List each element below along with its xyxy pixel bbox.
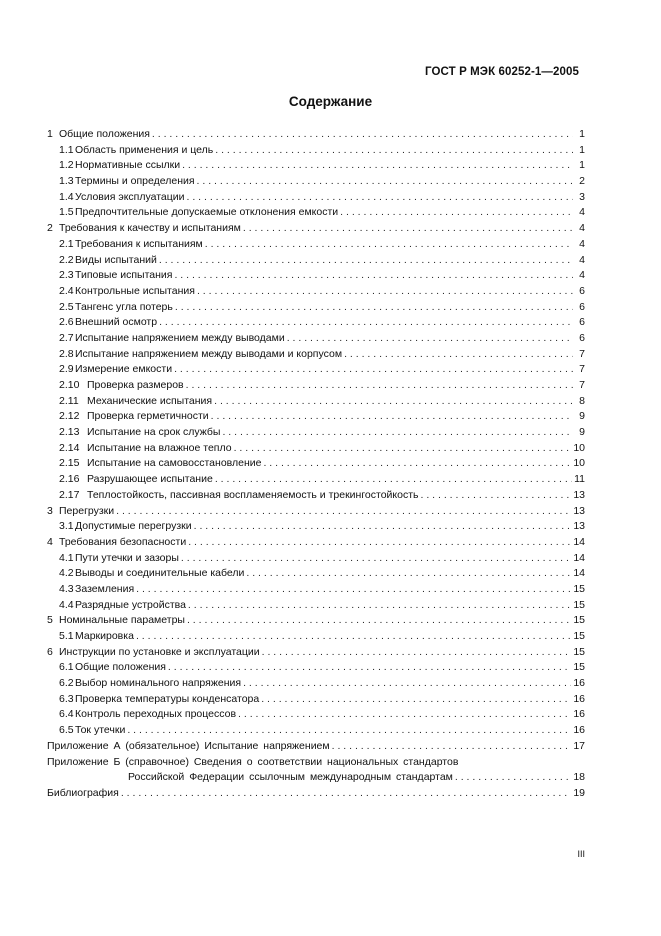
toc-entry-title: Проверка температуры конденсатора	[75, 692, 260, 705]
toc-entry-number: 4.1	[59, 551, 74, 564]
toc-entry	[47, 127, 585, 143]
toc-entry	[47, 692, 585, 708]
toc-entry-page: 4	[579, 253, 585, 266]
toc-leader-dots	[340, 205, 573, 221]
toc-entry	[47, 425, 585, 441]
toc-appendix-page: 18	[573, 771, 585, 784]
toc-leader-dots	[188, 598, 571, 614]
toc-entry-text	[59, 441, 232, 457]
toc-appendix-entry	[47, 786, 585, 802]
toc-entry-text	[59, 519, 192, 535]
toc-entry-title: Контроль переходных процессов	[75, 708, 237, 721]
toc-entry-text	[59, 394, 212, 410]
toc-entry-number: 2.17	[59, 488, 80, 501]
toc-entry-page: 16	[573, 677, 585, 690]
toc-entry-title: Внешний осмотр	[75, 316, 158, 329]
toc-entry-text	[59, 598, 186, 614]
toc-entry-text	[59, 205, 338, 221]
toc-entry-page: 4	[579, 222, 585, 235]
toc-entry-title: Требования к качеству и испытаниям	[59, 222, 241, 235]
toc-entry-title: Механические испытания	[87, 394, 213, 407]
toc-entry-page: 3	[579, 190, 585, 203]
toc-entry-number: 5	[47, 614, 53, 627]
toc-leader-dots	[421, 488, 572, 504]
toc-leader-dots	[246, 566, 571, 582]
toc-entry-page: 13	[573, 504, 585, 517]
toc-entry	[47, 268, 585, 284]
toc-entry-number: 4	[47, 535, 53, 548]
toc-appendix-continuation	[47, 770, 585, 786]
toc-entry-page: 16	[573, 724, 585, 737]
toc-entry-page: 2	[579, 175, 585, 188]
toc-entry-page: 13	[573, 488, 585, 501]
toc-entry-title: Испытание напряжением между выводами и корпусом	[75, 347, 343, 360]
toc-entry-title: Разрядные устройства	[75, 598, 186, 611]
toc-entry-page: 10	[573, 457, 585, 470]
toc-entry	[47, 676, 585, 692]
toc-entry-title: Проверка герметичности	[87, 410, 209, 423]
toc-leader-dots	[263, 456, 571, 472]
toc-entry	[47, 143, 585, 159]
toc-entry	[47, 456, 585, 472]
toc-entry-text	[59, 253, 157, 269]
toc-appendix-title-cont: Российской Федерации ссылочным международным стандартам	[128, 771, 453, 784]
toc-entry	[47, 629, 585, 645]
toc-entry-page: 16	[573, 692, 585, 705]
toc-leader-dots	[121, 786, 571, 802]
toc-leader-dots	[214, 394, 573, 410]
toc-entry-number: 2.5	[59, 300, 74, 313]
toc-entry-text	[59, 676, 241, 692]
toc-entry-text	[47, 535, 186, 551]
toc-entry-page: 16	[573, 708, 585, 721]
toc-entry-text	[47, 127, 150, 143]
toc-leader-dots	[174, 268, 573, 284]
toc-leader-dots	[136, 582, 571, 598]
toc-appendix-page: 17	[573, 739, 585, 752]
toc-leader-dots	[222, 425, 573, 441]
toc-entry-text	[59, 707, 236, 723]
toc-entry-page: 10	[573, 441, 585, 454]
toc-entry-page: 14	[573, 567, 585, 580]
toc-entry-text	[59, 268, 172, 284]
toc-entry-page: 13	[573, 520, 585, 533]
toc-entry-page: 4	[579, 206, 585, 219]
toc-entry-text	[47, 645, 260, 661]
toc-entry-page: 9	[579, 410, 585, 423]
toc-leader-dots	[234, 441, 572, 457]
document-standard-header: ГОСТ Р МЭК 60252-1—2005	[425, 66, 579, 78]
toc-entry-page: 15	[573, 630, 585, 642]
toc-entry-number: 2.6	[59, 316, 74, 329]
toc-entry-page: 1	[579, 143, 585, 156]
toc-entry-title: Общие положения	[75, 661, 166, 674]
toc-entry-text	[59, 347, 342, 363]
toc-leader-dots	[188, 535, 571, 551]
toc-entry-page: 6	[579, 284, 585, 297]
toc-entry	[47, 441, 585, 457]
toc-entry-page: 1	[579, 128, 585, 140]
toc-entry-page: 15	[573, 661, 585, 674]
toc-entry-title: Пути утечки и зазоры	[75, 551, 179, 564]
toc-leader-dots	[455, 770, 571, 786]
toc-entry-title: Испытание на срок службы	[87, 426, 221, 439]
toc-entry-title: Разрушающее испытание	[87, 473, 213, 486]
toc-entry-text	[59, 660, 166, 676]
toc-leader-dots	[168, 660, 571, 676]
toc-entry	[47, 174, 585, 190]
toc-entry-text	[59, 378, 184, 394]
toc-leader-dots	[174, 362, 573, 378]
toc-leader-dots	[261, 692, 571, 708]
toc-entry-text	[59, 190, 185, 206]
toc-entry-title: Типовые испытания	[75, 269, 173, 282]
toc-entry-title: Нормативные ссылки	[75, 159, 181, 172]
toc-entry-text	[59, 362, 172, 378]
toc-entry-title: Контрольные испытания	[75, 284, 195, 297]
toc-entry-number: 2.10	[59, 379, 80, 391]
toc-entry	[47, 221, 585, 237]
toc-entry-number: 1.4	[59, 190, 74, 203]
toc-leader-dots	[182, 158, 573, 174]
toc-leader-dots	[344, 347, 573, 363]
toc-entry-number: 1	[47, 128, 53, 140]
toc-entry	[47, 566, 585, 582]
page-title: Содержание	[288, 94, 373, 109]
toc-entry-text	[59, 692, 259, 708]
toc-entry-page: 7	[579, 347, 585, 360]
toc-entry-title: Область применения и цель	[75, 143, 214, 156]
toc-entry-title: Тангенс угла потерь	[75, 300, 173, 313]
toc-leader-dots	[205, 237, 573, 253]
toc-appendix-title: Приложение А (обязательное) Испытание напряжением	[47, 739, 330, 752]
toc-entry-title: Теплостойкость, пассивная воспламеняемость и трекингостойкость	[87, 488, 419, 501]
toc-entry-number: 1.1	[59, 143, 74, 156]
toc-entry	[47, 331, 585, 347]
toc-leader-dots	[197, 284, 573, 300]
toc-entry-page: 4	[579, 269, 585, 282]
toc-entry-page: 6	[579, 300, 585, 313]
toc-entry-title: Выводы и соединительные кабели	[75, 567, 245, 580]
toc-entry-text	[59, 566, 244, 582]
toc-entry-number: 2.16	[59, 473, 80, 486]
toc-entry	[47, 158, 585, 174]
toc-entry-title: Инструкции по установке и эксплуатации	[59, 645, 260, 658]
table-of-contents	[47, 127, 585, 802]
toc-entry-title: Испытание на самовосстановление	[87, 457, 262, 470]
toc-entry-title: Общие положения	[59, 128, 150, 140]
toc-entry-number: 2.9	[59, 363, 74, 376]
toc-entry-text	[59, 315, 157, 331]
toc-entry	[47, 362, 585, 378]
toc-entry	[47, 300, 585, 316]
toc-leader-dots	[287, 331, 573, 347]
toc-entry-page: 15	[573, 598, 585, 611]
toc-appendix-title: Библиография	[47, 786, 119, 799]
toc-entry-page: 14	[573, 551, 585, 564]
toc-entry	[47, 472, 585, 488]
page-number: III	[577, 849, 585, 859]
toc-entry-text	[59, 331, 285, 347]
toc-entry-number: 2.7	[59, 331, 74, 344]
toc-entry	[47, 284, 585, 300]
toc-appendix-entry	[47, 739, 585, 755]
toc-entry-page: 9	[579, 426, 585, 439]
toc-entry-number: 3	[47, 504, 53, 517]
toc-entry-text	[59, 723, 125, 739]
toc-entry-number: 4.4	[59, 598, 74, 611]
toc-appendix-entry	[47, 755, 585, 771]
toc-entry	[47, 598, 585, 614]
toc-entry	[47, 378, 585, 394]
toc-entry-text	[47, 613, 185, 629]
toc-entry-title: Перегрузки	[59, 504, 115, 517]
toc-entry	[47, 613, 585, 629]
toc-entry	[47, 582, 585, 598]
toc-entry-number: 3.1	[59, 520, 74, 533]
toc-entry-text	[47, 504, 114, 520]
toc-entry-page: 14	[573, 535, 585, 548]
toc-entry-number: 1.3	[59, 175, 74, 188]
toc-leader-dots	[187, 190, 574, 206]
toc-entry	[47, 645, 585, 661]
toc-entry-text	[59, 300, 173, 316]
toc-entry	[47, 660, 585, 676]
toc-entry-title: Испытание напряжением между выводами	[75, 331, 285, 344]
toc-entry-number: 2.1	[59, 237, 74, 250]
toc-entry-number: 2.8	[59, 347, 74, 360]
toc-entry-page: 11	[574, 473, 585, 486]
toc-entry-number: 6.1	[59, 661, 74, 674]
toc-leader-dots	[175, 300, 573, 316]
toc-entry-number: 5.1	[59, 630, 74, 642]
toc-entry-text	[59, 158, 180, 174]
toc-leader-dots	[332, 739, 572, 755]
toc-entry-page: 1	[579, 159, 585, 172]
toc-entry	[47, 190, 585, 206]
toc-entry-number: 4.3	[59, 582, 74, 595]
toc-entry-text	[59, 237, 203, 253]
toc-entry-page: 15	[573, 645, 585, 658]
toc-entry	[47, 237, 585, 253]
toc-entry-text	[59, 409, 209, 425]
toc-entry	[47, 315, 585, 331]
toc-leader-dots	[238, 707, 571, 723]
toc-leader-dots	[127, 723, 571, 739]
toc-entry-number: 6.4	[59, 708, 74, 721]
toc-entry-number: 2.14	[59, 441, 80, 454]
toc-leader-dots	[181, 551, 571, 567]
toc-entry-title: Требования к испытаниям	[75, 237, 203, 250]
toc-entry-number: 4.2	[59, 567, 74, 580]
toc-entry-page: 4	[579, 237, 585, 250]
toc-entry-title: Измерение емкости	[75, 363, 173, 376]
toc-entry-title: Предпочтительные допускаемые отклонения емкости	[75, 206, 339, 219]
toc-entry-title: Маркировка	[75, 630, 134, 642]
toc-entry	[47, 205, 585, 221]
toc-entry-title: Проверка размеров	[87, 379, 184, 391]
toc-leader-dots	[159, 315, 573, 331]
toc-entry	[47, 504, 585, 520]
toc-entry-title: Испытание на влажное тепло	[87, 441, 232, 454]
toc-entry-title: Допустимые перегрузки	[75, 520, 192, 533]
toc-entry-number: 2.11	[59, 394, 79, 407]
toc-entry-text	[47, 221, 241, 237]
toc-leader-dots	[262, 645, 572, 661]
toc-entry-page: 6	[579, 316, 585, 329]
toc-entry-text	[59, 472, 213, 488]
toc-leader-dots	[211, 409, 573, 425]
toc-entry	[47, 723, 585, 739]
toc-entry	[47, 535, 585, 551]
toc-leader-dots	[159, 253, 573, 269]
toc-entry	[47, 253, 585, 269]
toc-leader-dots	[243, 221, 573, 237]
toc-entry-number: 6.3	[59, 692, 74, 705]
toc-entry	[47, 519, 585, 535]
toc-entry-page: 6	[579, 331, 585, 344]
toc-entry-text	[59, 488, 419, 504]
toc-entry	[47, 707, 585, 723]
toc-entry-number: 1.2	[59, 159, 74, 172]
toc-entry-text	[59, 284, 195, 300]
toc-entry-title: Условия эксплуатации	[75, 190, 185, 203]
toc-entry-title: Требования безопасности	[59, 535, 187, 548]
toc-entry-number: 6.5	[59, 724, 74, 737]
toc-entry-number: 6	[47, 645, 53, 658]
toc-entry	[47, 409, 585, 425]
toc-appendix-page: 19	[573, 786, 585, 799]
toc-leader-dots	[116, 504, 571, 520]
toc-entry-number: 2.13	[59, 426, 80, 439]
toc-entry-text	[59, 174, 195, 190]
toc-entry-page: 15	[573, 614, 585, 627]
toc-entry-text	[59, 582, 134, 598]
toc-entry-number: 2.15	[59, 457, 80, 470]
toc-entry-number: 2.4	[59, 284, 74, 297]
toc-leader-dots	[152, 127, 573, 143]
toc-appendix-title: Приложение Б (справочное) Сведения о соответствии национальных стандартов	[47, 755, 459, 768]
toc-entry-title: Заземления	[75, 582, 135, 595]
toc-entry	[47, 488, 585, 504]
toc-entry-page: 7	[579, 379, 585, 391]
toc-entry-page: 15	[573, 582, 585, 595]
toc-entry-title: Ток утечки	[75, 724, 126, 737]
toc-leader-dots	[243, 676, 571, 692]
toc-leader-dots	[194, 519, 572, 535]
toc-entry	[47, 394, 585, 410]
toc-entry-title: Выбор номинального напряжения	[75, 677, 242, 690]
toc-leader-dots	[215, 472, 572, 488]
toc-entry	[47, 347, 585, 363]
toc-entry-title: Виды испытаний	[75, 253, 157, 266]
toc-leader-dots	[186, 378, 573, 394]
toc-entry-page: 8	[579, 394, 585, 407]
toc-leader-dots	[136, 629, 571, 645]
toc-entry-number: 2	[47, 222, 53, 235]
toc-entry-text	[59, 551, 179, 567]
toc-entry-title: Термины и определения	[75, 175, 195, 188]
toc-entry-number: 2.3	[59, 269, 74, 282]
toc-entry-text	[59, 629, 134, 645]
toc-entry-number: 6.2	[59, 677, 74, 690]
toc-entry-number: 2.12	[59, 410, 80, 423]
toc-entry-text	[59, 425, 220, 441]
toc-entry-number: 2.2	[59, 253, 74, 266]
toc-entry-text	[59, 456, 261, 472]
toc-entry-page: 7	[579, 363, 585, 376]
toc-entry-title: Номинальные параметры	[59, 614, 185, 627]
toc-leader-dots	[215, 143, 573, 159]
toc-entry-text	[59, 143, 213, 159]
toc-leader-dots	[197, 174, 573, 190]
toc-entry	[47, 551, 585, 567]
toc-entry-number: 1.5	[59, 206, 74, 219]
toc-leader-dots	[187, 613, 571, 629]
